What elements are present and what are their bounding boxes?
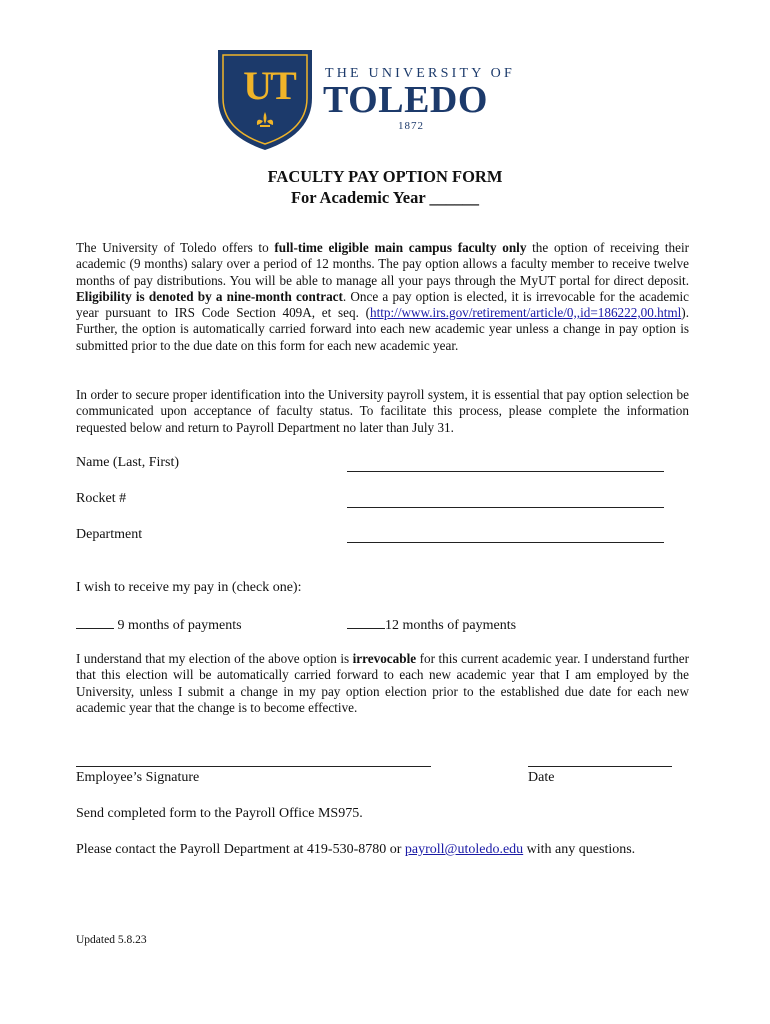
irs-link[interactable]: http://www.irs.gov/retirement/article/0,,id=186222,00.html [369, 305, 682, 321]
ack-bold-irrevocable: irrevocable [352, 651, 417, 666]
department-label: Department [76, 527, 143, 542]
intro-paragraph [76, 240, 689, 354]
ack-text-a: I understand that my election of the above option is [76, 651, 353, 666]
ack-text-c: for this current academic year. I understand further that this election will be automatically carried forward to each new academic year that I am employed by the University, unless I submit a change in my pay option election prior to the established due date for each new academic year that the change is to become effective. [76, 651, 689, 715]
date-label: Date [528, 770, 555, 785]
intro-text-f: ). Further, the option is automatically carried forward into each new academic year unless a change in pay option is submitted prior to the due date on this form for each new academic year. [76, 305, 689, 353]
payroll-email-link[interactable]: payroll@utoledo.edu [404, 842, 524, 857]
pay-option-prompt: I wish to receive my pay in (check one): [76, 580, 302, 595]
department-field-line[interactable] [347, 542, 664, 543]
date-line[interactable] [528, 766, 672, 767]
twelve-months-checkline[interactable] [347, 616, 385, 629]
nine-months-label: 9 months of payments [114, 618, 242, 633]
nine-months-checkline[interactable] [76, 616, 114, 629]
name-field-line[interactable] [347, 471, 664, 472]
acknowledgement-paragraph [76, 651, 689, 716]
signature-line[interactable] [76, 766, 431, 767]
intro-text-e: . Once a pay option is elected, it is irrevocable for the academic year pursuant to IRS Code Section 409A, et seq. ( [76, 288, 689, 321]
form-title: FACULTY PAY OPTION FORM [267, 167, 503, 186]
updated-date: Updated 5.8.23 [76, 934, 147, 946]
logo-toledo: TOLEDO [323, 79, 488, 121]
contact-text-before: Please contact the Payroll Department at 419-530-8780 or [76, 842, 405, 857]
form-subtitle: For Academic Year ______ [290, 188, 480, 207]
option-twelve-months[interactable] [347, 616, 516, 634]
rocket-field-line[interactable] [347, 507, 664, 508]
contact-text-after: with any questions. [523, 842, 636, 857]
intro-bold-eligibility: full-time eligible main campus faculty only [274, 240, 527, 255]
twelve-months-label: 12 months of payments [385, 618, 517, 633]
logo-monogram: UT [243, 63, 295, 108]
option-nine-months[interactable] [76, 616, 242, 634]
intro-bold-contract: Eligibility is denoted by a nine-month contract [76, 288, 343, 304]
intro-text-c: the option of receiving their academic (9 months) salary over a period of 12 months. The pay option allows a faculty member to receive twelve months of pay distributions. You will be able to manage all your pays through the MyUT portal for direct deposit. [76, 240, 690, 288]
name-label: Name (Last, First) [76, 455, 180, 470]
logo-university-of: THE UNIVERSITY OF [325, 66, 515, 81]
intro-text-a: The University of Toledo offers to [76, 240, 275, 255]
logo-year: 1872 [398, 120, 424, 132]
signature-label: Employee’s Signature [76, 770, 200, 785]
rocket-label: Rocket # [76, 491, 127, 506]
identification-paragraph: In order to secure proper identification into the University payroll system, it is essential that pay option selection be communicated upon acceptance of faculty status. To facilitate this process, please complete the information requested below and return to Payroll Department no later than July 31. [76, 387, 689, 435]
send-instructions: Send completed form to the Payroll Office MS975. [76, 806, 363, 821]
contact-line [76, 842, 635, 858]
